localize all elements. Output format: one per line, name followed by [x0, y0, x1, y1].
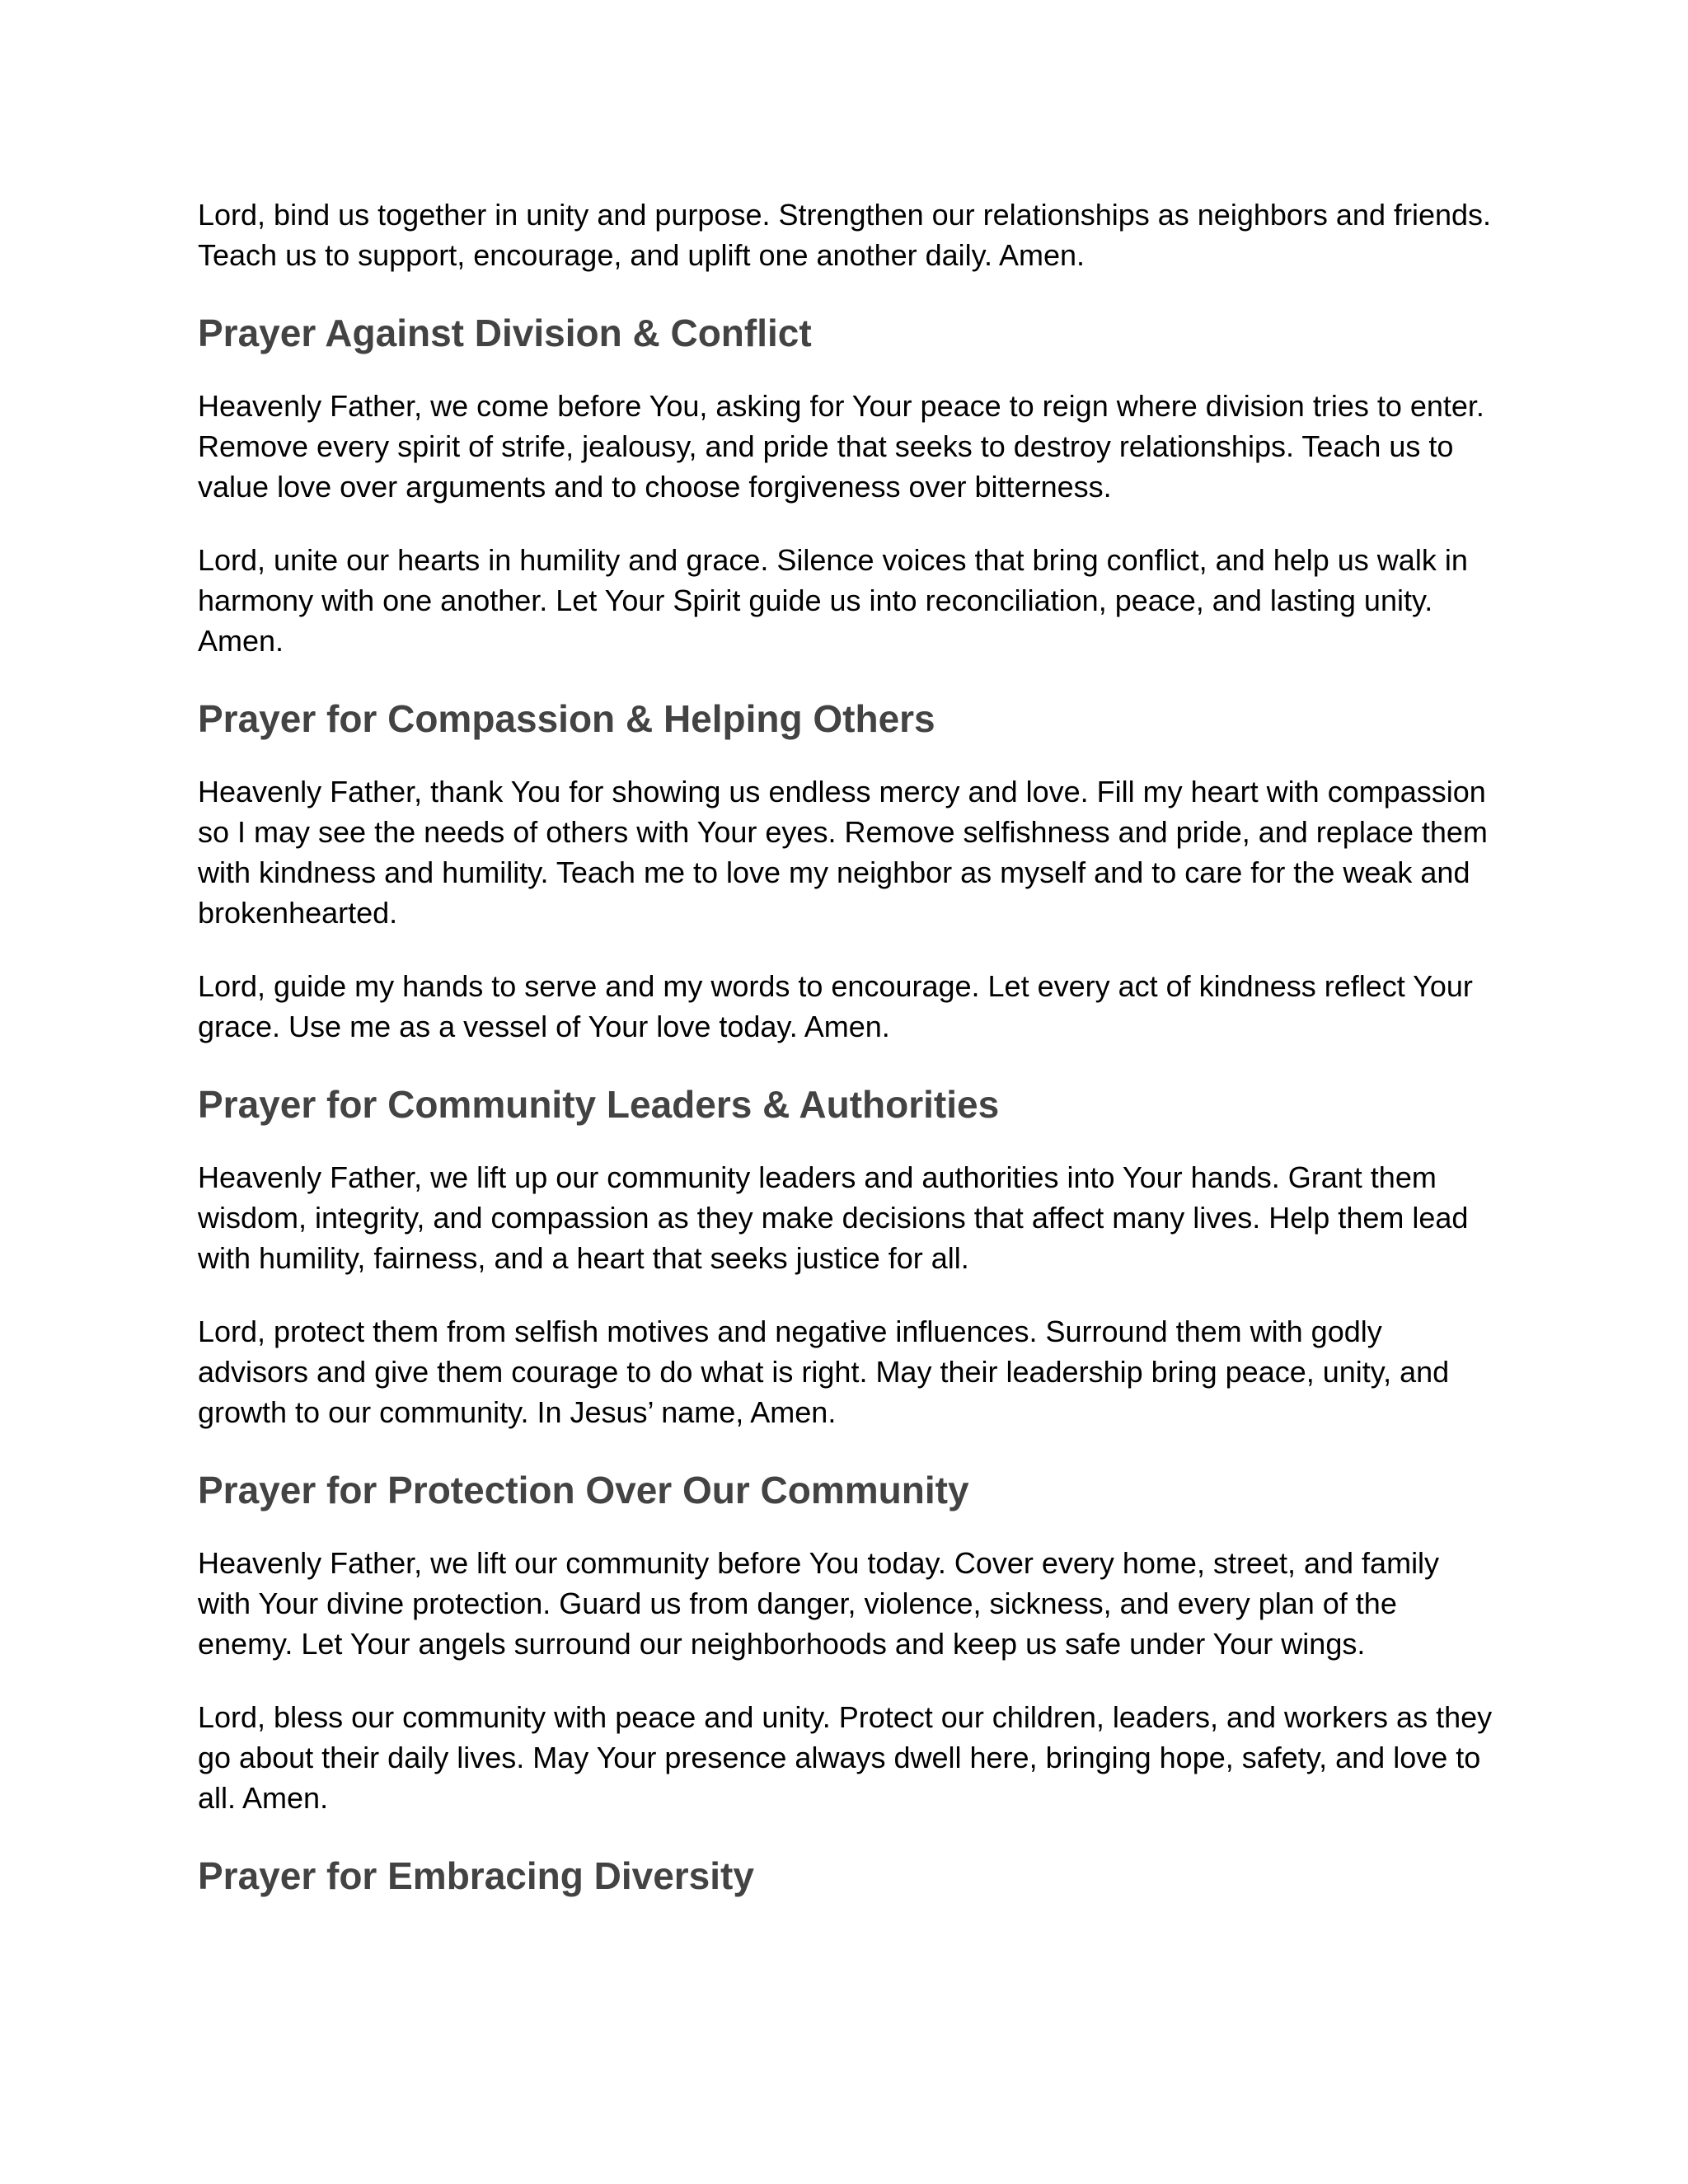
section-paragraph: Heavenly Father, we come before You, asking for Your peace to reign where division tries to enter. Remove every spirit of strife, jealousy, and pride that seeks to destroy relationships. Teach us to value love over arguments and to choose forgiveness over bitterness. — [198, 389, 1484, 504]
section-heading: Prayer for Community Leaders & Authorities — [198, 1083, 1000, 1126]
section-paragraph: Lord, unite our hearts in humility and grace. Silence voices that bring conflict, and help us walk in harmony with one another. Let Your Spirit guide us into reconciliation, peace, and lasting unity. Amen. — [198, 543, 1468, 658]
section-diversity — [198, 1851, 1500, 1899]
section-heading: Prayer Against Division & Conflict — [198, 312, 812, 354]
section-heading: Prayer for Protection Over Our Community — [198, 1469, 969, 1511]
section-paragraph: Lord, guide my hands to serve and my words to encourage. Let every act of kindness reflect Your grace. Use me as a vessel of Your love today. Amen. — [198, 969, 1473, 1043]
section-paragraph: Lord, bless our community with peace and unity. Protect our children, leaders, and workers as they go about their daily lives. May Your presence always dwell here, bringing hope, safety, and love to all. Amen. — [198, 1700, 1493, 1815]
section-paragraph: Heavenly Father, thank You for showing us endless mercy and love. Fill my heart with compassion so I may see the needs of others with Your eyes. Remove selfishness and pride, and replace them with kindness and humility. Teach me to love my neighbor as myself and to care for the weak and brokenhearted. — [198, 775, 1488, 930]
section-division-conflict — [198, 308, 1500, 661]
section-community-leaders — [198, 1080, 1500, 1432]
intro-paragraph: Lord, bind us together in unity and purpose. Strengthen our relationships as neighbors and friends. Teach us to support, encourage, and uplift one another daily. Amen. — [198, 198, 1492, 272]
section-heading: Prayer for Embracing Diversity — [198, 1854, 754, 1897]
document-page — [198, 194, 1500, 1929]
section-heading: Prayer for Compassion & Helping Others — [198, 697, 935, 740]
section-paragraph: Lord, protect them from selfish motives and negative influences. Surround them with godly advisors and give them courage to do what is right. May their leadership bring peace, unity, and growth to our community. In Jesus’ name, Amen. — [198, 1315, 1450, 1429]
section-protection — [198, 1465, 1500, 1818]
section-paragraph: Heavenly Father, we lift our community before You today. Cover every home, street, and family with Your divine protection. Guard us from danger, violence, sickness, and every plan of the enemy. Let Your angels surround our neighborhoods and keep us safe under Your wings. — [198, 1546, 1440, 1661]
section-paragraph: Heavenly Father, we lift up our community leaders and authorities into Your hands. Grant them wisdom, integrity, and compassion as they make decisions that affect many lives. Help them lead with humility, fairness, and a heart that seeks justice for all. — [198, 1160, 1469, 1275]
section-compassion — [198, 694, 1500, 1047]
